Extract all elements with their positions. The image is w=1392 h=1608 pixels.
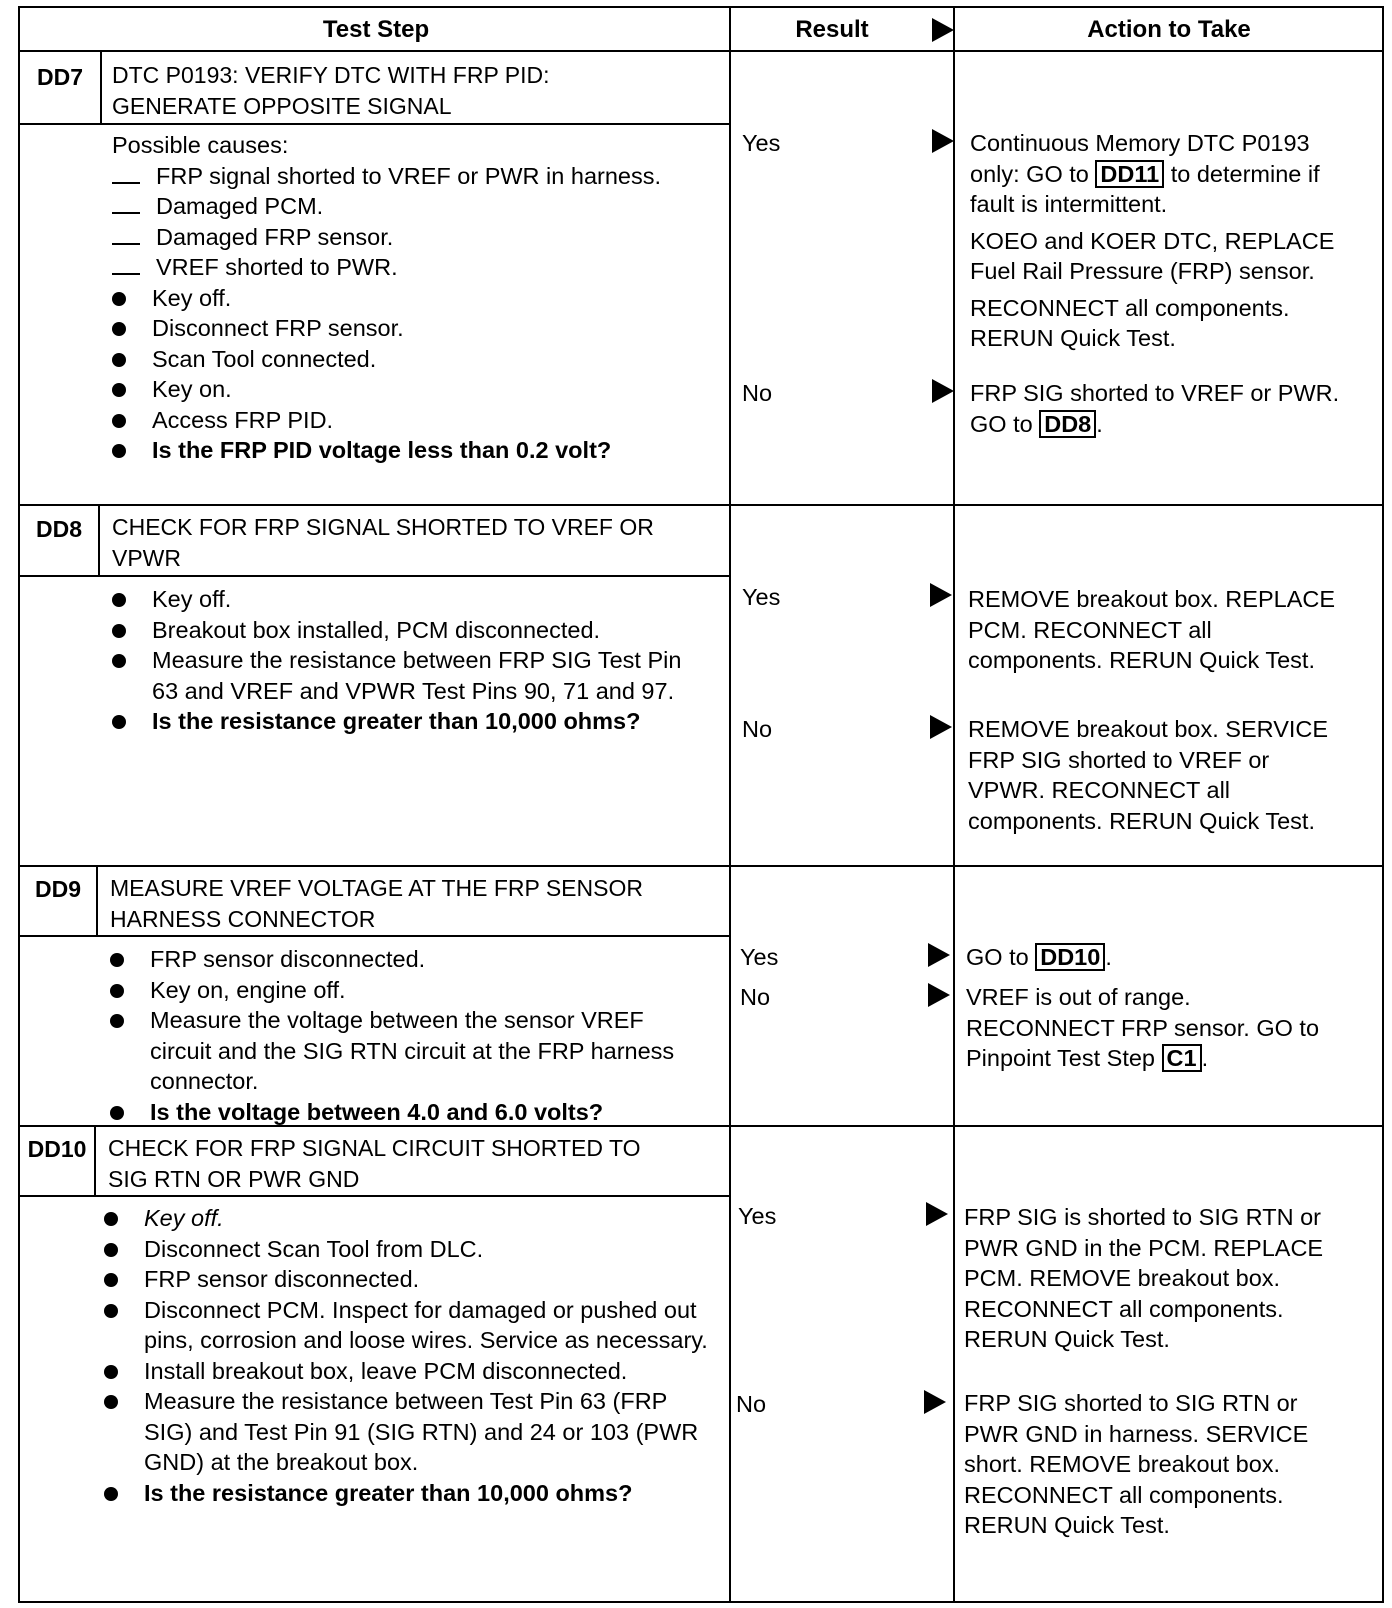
bullet-icon bbox=[110, 984, 124, 998]
bullet-icon bbox=[112, 292, 126, 306]
pointer-arrow-icon bbox=[932, 379, 954, 403]
pointer-arrow-icon bbox=[924, 1390, 946, 1414]
pointer-arrow-icon bbox=[930, 715, 952, 739]
yes-action: FRP SIG is shorted to SIG RTN or PWR GND in the PCM. REPLACE PCM. REMOVE breakout box. RECONNECT all components. RERUN Quick Test. bbox=[964, 1204, 1324, 1352]
step-title-divider bbox=[20, 935, 730, 937]
bullet-icon bbox=[112, 624, 126, 638]
dash-icon bbox=[112, 273, 140, 275]
bullet-icon bbox=[104, 1395, 118, 1409]
dash-icon bbox=[112, 212, 140, 214]
bullet-icon bbox=[110, 1106, 124, 1120]
result-no: No bbox=[742, 716, 773, 742]
dash-icon bbox=[112, 243, 140, 245]
header-arrow-icon bbox=[932, 18, 954, 42]
bullet-item: FRP sensor disconnected. bbox=[104, 1264, 714, 1295]
step-id: DD7 bbox=[36, 64, 83, 90]
pointer-arrow-icon bbox=[928, 983, 950, 1007]
no-action: FRP SIG shorted to VREF or PWR. GO to DD8 . bbox=[970, 380, 1340, 437]
result-yes: Yes bbox=[738, 1203, 777, 1229]
cause-item: Damaged FRP sensor. bbox=[112, 222, 722, 253]
bullet-item: Disconnect Scan Tool from DLC. bbox=[104, 1234, 714, 1265]
step-title-line: SIG RTN OR PWR GND bbox=[108, 1166, 360, 1192]
bullet-icon bbox=[112, 353, 126, 367]
step-title-divider bbox=[20, 1195, 730, 1197]
no-action: FRP SIG shorted to SIG RTN or PWR GND in harness. SERVICE short. REMOVE breakout box. RECONNECT all components. RERUN Quick Test. bbox=[964, 1390, 1309, 1538]
bullet-item: Key off. bbox=[112, 283, 722, 314]
step-ref-c1[interactable]: C1 bbox=[1162, 1044, 1202, 1072]
pointer-arrow-icon bbox=[928, 943, 950, 967]
bullet-icon bbox=[104, 1243, 118, 1257]
row-divider-dd9 bbox=[20, 865, 1382, 867]
bullet-item: Key off. bbox=[112, 584, 712, 615]
pointer-arrow-icon bbox=[926, 1202, 948, 1226]
question-item: Is the resistance greater than 10,000 ohms? bbox=[112, 706, 712, 737]
step-body bbox=[110, 944, 710, 1127]
result-yes: Yes bbox=[740, 944, 779, 970]
bullet-item: Key off. bbox=[104, 1203, 714, 1234]
bullet-item: Key on. bbox=[112, 374, 722, 405]
step-title bbox=[112, 512, 722, 574]
bullet-item: Disconnect PCM. Inspect for damaged or pushed out pins, corrosion and loose wires. Service as necessary. bbox=[104, 1295, 714, 1356]
bullet-item: Breakout box installed, PCM disconnected. bbox=[112, 615, 712, 646]
header-result: Result bbox=[795, 16, 869, 43]
column-divider-result bbox=[729, 8, 731, 1601]
step-body bbox=[112, 130, 722, 466]
step-id-divider bbox=[96, 866, 98, 936]
cause-item: VREF shorted to PWR. bbox=[112, 252, 722, 283]
step-title bbox=[110, 873, 722, 935]
bullet-icon bbox=[112, 414, 126, 428]
bullet-icon bbox=[104, 1365, 118, 1379]
bullet-icon bbox=[112, 715, 126, 729]
step-title-divider bbox=[20, 575, 730, 577]
row-divider-dd8 bbox=[20, 504, 1382, 506]
bullet-icon bbox=[104, 1212, 118, 1226]
bullet-item: Measure the resistance between Test Pin 63 (FRP SIG) and Test Pin 91 (SIG RTN) and 24 or 103 (PWR GND) at the breakout box. bbox=[104, 1386, 714, 1478]
result-no: No bbox=[742, 380, 773, 406]
no-action: VREF is out of range. RECONNECT FRP sensor. GO to Pinpoint Test Step C1 . bbox=[966, 984, 1320, 1071]
step-title-line: DTC P0193: VERIFY DTC WITH FRP PID: bbox=[112, 62, 550, 88]
question-item: Is the voltage between 4.0 and 6.0 volts? bbox=[110, 1097, 710, 1128]
cause-item: Damaged PCM. bbox=[112, 191, 722, 222]
result-no: No bbox=[736, 1391, 767, 1417]
column-divider-action bbox=[953, 8, 955, 1601]
header-divider bbox=[20, 50, 1382, 52]
step-title bbox=[112, 60, 722, 122]
bullet-icon bbox=[112, 444, 126, 458]
step-title-line: CHECK FOR FRP SIGNAL CIRCUIT SHORTED TO bbox=[108, 1135, 641, 1161]
step-title-divider bbox=[20, 123, 730, 125]
step-title-line: HARNESS CONNECTOR bbox=[110, 906, 376, 932]
bullet-icon bbox=[104, 1304, 118, 1318]
bullet-icon bbox=[112, 654, 126, 668]
bullet-icon bbox=[110, 1014, 124, 1028]
yes-action: Continuous Memory DTC P0193 only: GO to DD11 to determine if fault is intermittent. KOEO and KOER DTC, REPLACE Fuel Rail Pressure (FRP) sensor. RECONNECT all components. RERUN Quick Test. bbox=[970, 130, 1335, 351]
possible-causes-label: Possible causes: bbox=[112, 132, 289, 158]
bullet-icon bbox=[112, 593, 126, 607]
step-id: DD10 bbox=[27, 1136, 87, 1162]
step-ref-dd8[interactable]: DD8 bbox=[1039, 410, 1096, 438]
step-id-divider bbox=[98, 505, 100, 576]
header-test-step: Test Step bbox=[322, 16, 430, 43]
diagnostic-table bbox=[18, 6, 1384, 1603]
cause-item: FRP signal shorted to VREF or PWR in harness. bbox=[112, 161, 722, 192]
step-body bbox=[112, 584, 712, 737]
no-action: REMOVE breakout box. SERVICE FRP SIG shorted to VREF or VPWR. RECONNECT all components. RERUN Quick Test. bbox=[968, 716, 1329, 834]
step-body bbox=[104, 1203, 714, 1508]
bullet-icon bbox=[104, 1273, 118, 1287]
bullet-icon bbox=[112, 322, 126, 336]
step-title-line: MEASURE VREF VOLTAGE AT THE FRP SENSOR bbox=[110, 875, 643, 901]
yes-action: REMOVE breakout box. REPLACE PCM. RECONNECT all components. RERUN Quick Test. bbox=[968, 586, 1336, 673]
pointer-arrow-icon bbox=[930, 583, 952, 607]
step-title-line: CHECK FOR FRP SIGNAL SHORTED TO VREF OR bbox=[112, 514, 654, 540]
question-item: Is the resistance greater than 10,000 ohms? bbox=[104, 1478, 714, 1509]
step-title-line: VPWR bbox=[112, 545, 181, 571]
bullet-icon bbox=[110, 953, 124, 967]
question-item: Is the FRP PID voltage less than 0.2 volt? bbox=[112, 435, 722, 466]
bullet-item: Scan Tool connected. bbox=[112, 344, 722, 375]
step-id-divider bbox=[100, 51, 102, 124]
yes-action: GO to DD10 . bbox=[966, 944, 1112, 970]
header-action: Action to Take bbox=[1087, 16, 1251, 43]
bullet-item: Measure the voltage between the sensor VREF circuit and the SIG RTN circuit at the FRP harness connector. bbox=[110, 1005, 710, 1097]
bullet-item: FRP sensor disconnected. bbox=[110, 944, 710, 975]
bullet-item: Disconnect FRP sensor. bbox=[112, 313, 722, 344]
bullet-icon bbox=[112, 383, 126, 397]
result-no: No bbox=[740, 984, 771, 1010]
result-yes: Yes bbox=[742, 130, 781, 156]
bullet-item: Measure the resistance between FRP SIG Test Pin 63 and VREF and VPWR Test Pins 90, 71 and 97. bbox=[112, 645, 712, 706]
bullet-item: Install breakout box, leave PCM disconnected. bbox=[104, 1356, 714, 1387]
step-title bbox=[108, 1133, 722, 1195]
result-yes: Yes bbox=[742, 584, 781, 610]
bullet-item: Access FRP PID. bbox=[112, 405, 722, 436]
step-id: DD8 bbox=[35, 516, 82, 542]
dash-icon bbox=[112, 182, 140, 184]
pointer-arrow-icon bbox=[932, 129, 954, 153]
step-ref-dd10[interactable]: DD10 bbox=[1035, 943, 1105, 971]
bullet-icon bbox=[104, 1487, 118, 1501]
step-title-line: GENERATE OPPOSITE SIGNAL bbox=[112, 93, 452, 119]
step-id: DD9 bbox=[34, 876, 81, 902]
step-ref-dd11[interactable]: DD11 bbox=[1095, 160, 1164, 188]
step-id-divider bbox=[94, 1126, 96, 1196]
bullet-item: Key on, engine off. bbox=[110, 975, 710, 1006]
